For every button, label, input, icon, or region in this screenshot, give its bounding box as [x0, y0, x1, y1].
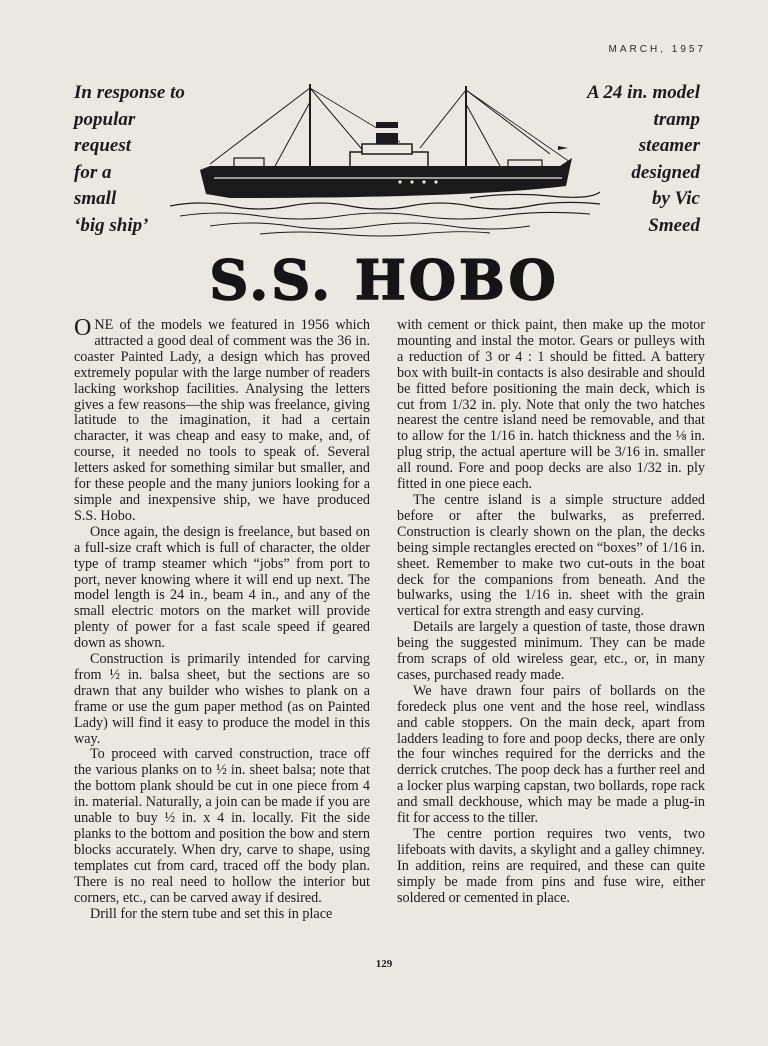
paragraph: We have drawn four pairs of bollards on the foredeck plus one vent and the hose reel, windlass and cable stoppers. On the main deck, apart from ladders leading to fore and poop decks, there are only the four winches required for the derricks and the derrick crutches. The poop deck has a further reel and a locker plus warping capstan, two bollards, rope rack and small deckhouse, which may be made a plug-in fit for access to the tiller. [397, 682, 705, 827]
paragraph: To proceed with carved construction, trace off the various planks on to ½ in. sheet balsa; note that the bottom plank should be cut in one piece from 4 in. material. Naturally, a join can be made if you are unable to buy ½ in. x 4 in. locally. Fit the side planks to the bottom and position the bow and stern blocks accurately. When dry, carve to shape, using templates cut from card, traced off the body plan. There is no real need to hollow the interior but corners, etc., can be carved away if desired. [74, 746, 370, 906]
page-number: 129 [375, 958, 393, 970]
paragraph: with cement or thick paint, then make up the motor mounting and instal the motor. Gears or pulleys with a reduction of 3 or 4 : 1 should be fitted. A battery box with built-in contacts is also desirable and should be fitted before positioning the main deck, which is cut from 1/32 in. ply. Note that only the two hatches nearest the centre island need be removable, and that to allow for the 1/16 in. hatch thickness and the ⅛ in. plug strip, the actual aperture will be 3/16 in. smaller all round. Fore and poop decks are also 1/32 in. ply fitted in one piece each. [397, 317, 705, 493]
paragraph: Drill for the stern tube and set this in place [90, 905, 333, 922]
intro-left-line: popular [74, 108, 136, 130]
intro-left-line: request [74, 135, 131, 156]
intro-right-line: designed [631, 161, 700, 183]
drop-cap: O [74, 315, 92, 341]
paragraph: The centre portion requires two vents, two lifeboats with davits, a skylight and a galley chimney. In addition, reins are required, and these can quite simply be made from pins and fuse wire, either soldered or cemented in place. [397, 826, 705, 906]
issue-date: MARCH, 1957 [608, 44, 706, 55]
body-column-right [397, 318, 705, 907]
paragraph: The centre island is a simple structure added before or after the bulwarks, as preferred. Construction is clearly shown on the plan, the decks being simple rectangles erected on “boxes” of 1/16 in. sheet. Remember to make two cut-outs in the boat deck for the companions from beneath. And the bulwarks, using the 1/16 in. sheet with the grain vertical for extra strength and easy curving. [397, 491, 705, 620]
intro-right-line: by Vic [651, 188, 700, 209]
paragraph: Once again, the design is freelance, but based on a full-size craft which is full of character, the older type of tramp steamer which “jobs” from port to port, never knowing where it will end up next. The model length is 24 in., beam 4 in., and any of the small electric motors on the market will provide plenty of power for a fast scale speed if geared down as shown. [74, 523, 370, 652]
intro-left-line: In response to [74, 82, 185, 103]
intro-right-line: tramp [653, 108, 700, 130]
tramp-steamer-illustration [170, 82, 600, 242]
paragraph-text: NE of the models we featured in 1956 which attracted a good deal of comment was the 36 in. coaster Painted Lady, a design which has proved extremely popular with the large number of readers lacking workshop facilities. Analysing the letters gives a few reasons—the ship was freelance, giving latitude to the imagination, it had a certain character, it was cheap and easy to make, and, of course, it needed no tools to speak of. Several letters asked for something similar but smaller, and for these people and the many juniors looking for a simple and inexpensive ship, we have produced S.S. Hobo. [74, 317, 370, 524]
paragraph [74, 315, 370, 525]
body-column-left [74, 315, 370, 922]
intro-right-line: A 24 in. model [587, 82, 700, 103]
paragraph: Construction is primarily intended for carving from ½ in. balsa sheet, but the sections are so drawn that any builder who wishes to plank on a frame or use the gum paper method (as on Painted Lady) will find it easy to produce the model in this way. [74, 651, 370, 747]
intro-right-line: steamer [638, 135, 700, 156]
article-title: S.S. HOBO [209, 248, 559, 312]
intro-left-line: for a [74, 161, 112, 183]
paragraph: Details are largely a question of taste, those drawn being the suggested minimum. They can be made from scraps of old wireless gear, etc., or, in many cases, purchased ready made. [397, 619, 705, 683]
intro-right-line: Smeed [648, 214, 700, 236]
intro-left-line: ‘big ship’ [74, 214, 149, 236]
intro-left-line: small [74, 188, 117, 209]
